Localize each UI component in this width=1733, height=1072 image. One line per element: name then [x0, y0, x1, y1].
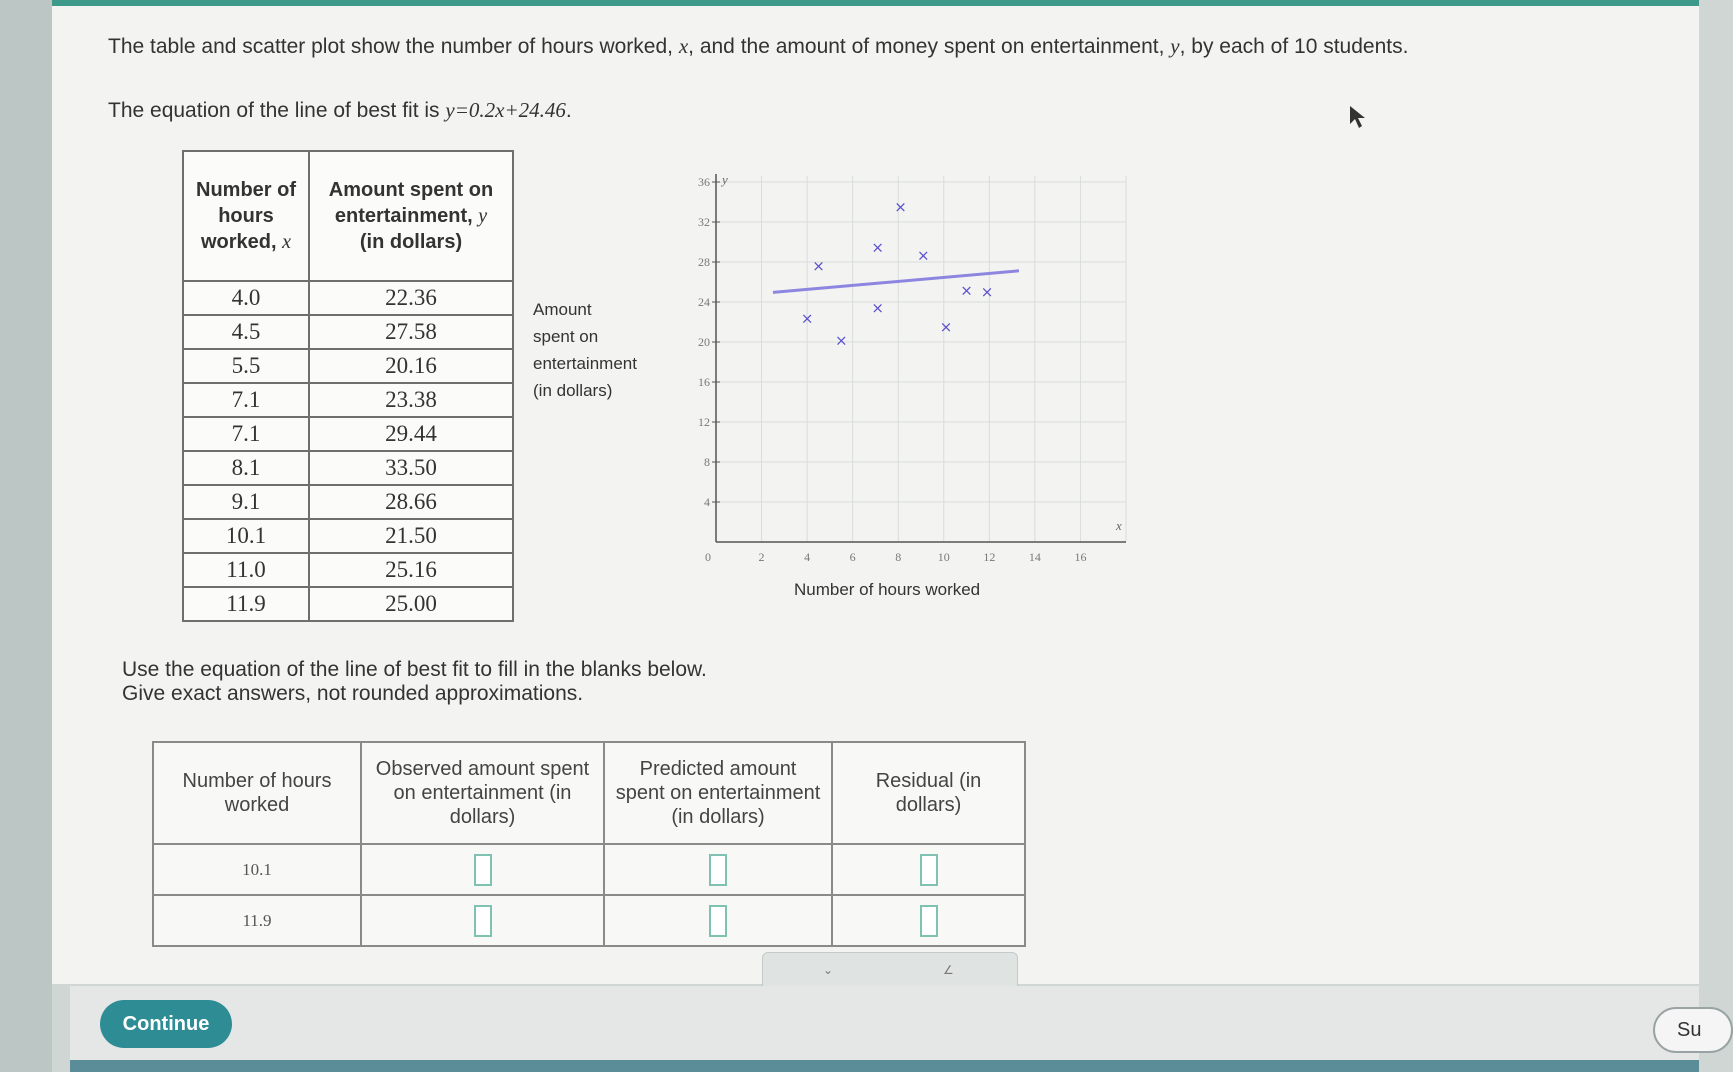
hours-cell: 4.5	[183, 315, 309, 349]
residual-input[interactable]	[920, 905, 938, 937]
x-variable: x	[678, 34, 689, 58]
predicted-cell	[604, 895, 832, 946]
x-tick-label: 12	[983, 550, 996, 564]
data-point: ×	[834, 331, 848, 350]
y-tick-label: 4	[704, 495, 710, 509]
y-tick-label: 28	[698, 255, 710, 269]
predicted-input[interactable]	[709, 854, 727, 886]
x-tick-label: 14	[1028, 550, 1041, 564]
amount-cell: 27.58	[309, 315, 513, 349]
header-predicted: Predicted amount spent on entertainment (in dollars)	[604, 742, 832, 844]
observed-input[interactable]	[474, 905, 492, 937]
hours-cell: 9.1	[183, 485, 309, 519]
amount-cell: 21.50	[309, 519, 513, 553]
predicted-input[interactable]	[709, 905, 727, 937]
data-point: ×	[916, 246, 930, 265]
problem-intro-text: The table and scatter plot show the number of hours worked,	[108, 35, 679, 58]
mouse-pointer-icon	[1348, 104, 1368, 132]
amount-cell: 25.00	[309, 587, 513, 621]
table-row	[183, 417, 513, 451]
table-row	[183, 519, 513, 553]
left-border-strip	[0, 0, 52, 1072]
x-tick-label: 8	[895, 550, 902, 564]
observed-cell	[361, 844, 604, 895]
x-tick-label: 2	[758, 550, 765, 564]
table-row	[183, 587, 513, 621]
y-tick-label: 16	[698, 375, 710, 389]
y-axis-title: Amount spent on entertainment (in dollars)	[533, 300, 637, 400]
table-row	[183, 553, 513, 587]
x-tick-label: 10	[937, 550, 950, 564]
residual-input[interactable]	[920, 854, 938, 886]
y-tick-label: 8	[704, 455, 710, 469]
equation-prefix: The equation of the line of best fit is	[108, 99, 446, 122]
header-hours: Number of hours worked	[153, 742, 361, 844]
problem-end-text: , by each of 10 students.	[1179, 35, 1409, 58]
amount-cell: 23.38	[309, 383, 513, 417]
table-row	[183, 485, 513, 519]
hours-cell: 5.5	[183, 349, 309, 383]
table-row	[183, 451, 513, 485]
table-row	[183, 281, 513, 315]
hours-cell: 7.1	[183, 417, 309, 451]
keypad-toggle-tab[interactable]	[762, 952, 1018, 987]
scatter-plot	[660, 170, 1140, 570]
observed-input[interactable]	[474, 854, 492, 886]
x-tick-label: 6	[849, 550, 856, 564]
y-axis-variable-label: y	[722, 172, 728, 187]
problem-middle-text: , and the amount of money spent on entertainment,	[688, 35, 1171, 58]
header-hours-worked: Number of hours worked, x	[183, 151, 309, 281]
x-tick-label: 4	[804, 550, 811, 564]
y-tick-label: 12	[698, 415, 710, 429]
x-tick-label: 16	[1074, 550, 1087, 564]
equation-statement	[108, 98, 572, 123]
data-table	[182, 150, 514, 622]
answer-row	[153, 895, 1025, 946]
amount-cell: 33.50	[309, 451, 513, 485]
answer-row	[153, 844, 1025, 895]
y-tick-label: 36	[698, 175, 710, 189]
best-fit-equation: y=0.2x+24.46	[445, 98, 566, 122]
data-point: ×	[812, 257, 825, 276]
amount-cell: 29.44	[309, 417, 513, 451]
hours-cell: 10.1	[183, 519, 309, 553]
header-observed: Observed amount spent on entertainment (in dollars)	[361, 742, 604, 844]
header-residual: Residual (in dollars)	[832, 742, 1025, 844]
header-amount-spent: Amount spent on entertainment, y (in dollars)	[309, 151, 513, 281]
data-point: ×	[980, 283, 994, 301]
amount-cell: 20.16	[309, 349, 513, 383]
amount-cell: 25.16	[309, 553, 513, 587]
table-row	[183, 315, 513, 349]
table-row	[183, 349, 513, 383]
data-point: ×	[939, 318, 953, 336]
data-point: ×	[960, 281, 973, 300]
answer-hours-cell: 11.9	[153, 895, 361, 946]
data-point: ×	[894, 198, 907, 216]
bottom-edge	[70, 1060, 1699, 1072]
data-point: ×	[871, 238, 885, 257]
x-axis-title: Number of hours worked	[794, 580, 981, 599]
equation-suffix: .	[565, 99, 572, 122]
hours-cell: 11.0	[183, 553, 309, 587]
hours-cell: 4.0	[183, 281, 309, 315]
chevron-down-icon: ⌄	[823, 963, 834, 977]
instructions-line-2: Give exact answers, not rounded approximations.	[122, 682, 584, 705]
continue-button[interactable]: Continue	[100, 1000, 232, 1048]
y-tick-label: 20	[698, 335, 710, 349]
y-tick-label: 24	[698, 295, 710, 309]
instructions-line-1: Use the equation of the line of best fit to fill in the blanks below.	[122, 658, 707, 681]
amount-cell: 28.66	[309, 485, 513, 519]
y-variable: y	[1170, 34, 1180, 58]
observed-cell	[361, 895, 604, 946]
answer-hours-cell: 10.1	[153, 844, 361, 895]
residual-cell	[832, 844, 1025, 895]
x-axis-variable-label: x	[1116, 518, 1122, 533]
y-tick-label: 32	[698, 215, 710, 229]
predicted-cell	[604, 844, 832, 895]
data-point: ×	[800, 309, 814, 328]
answer-table	[152, 741, 1026, 947]
residual-cell	[832, 895, 1025, 946]
angle-icon: ∠	[943, 963, 954, 977]
table-row	[183, 383, 513, 417]
amount-cell: 22.36	[309, 281, 513, 315]
x-tick-label: 0	[705, 550, 711, 564]
hours-cell: 8.1	[183, 451, 309, 485]
data-point: ×	[871, 299, 885, 318]
hours-cell: 11.9	[183, 587, 309, 621]
submit-button[interactable]: Su	[1653, 1007, 1733, 1053]
instructions	[122, 658, 707, 706]
problem-statement	[108, 34, 1408, 59]
hours-cell: 7.1	[183, 383, 309, 417]
